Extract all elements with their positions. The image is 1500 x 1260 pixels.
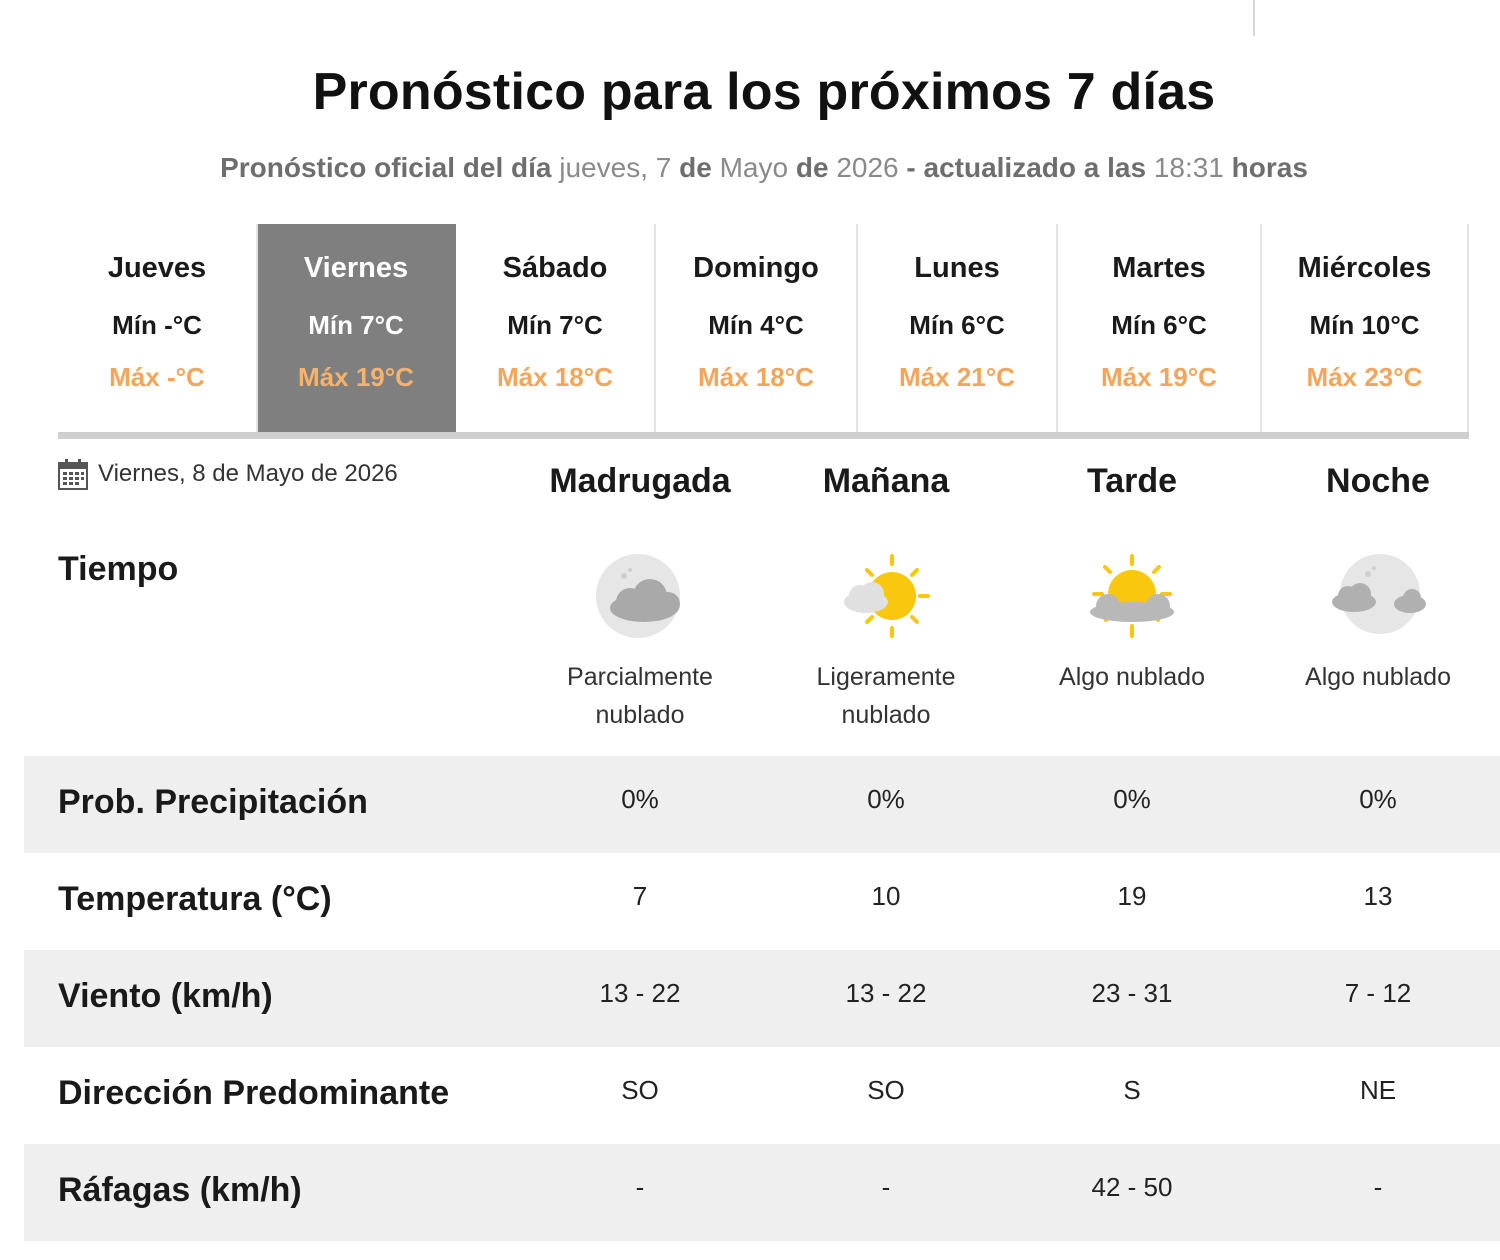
row-label: Temperatura (°C) — [58, 880, 332, 918]
row-value: S — [1123, 1075, 1141, 1105]
row-label: Ráfagas (km/h) — [58, 1171, 302, 1209]
day-min-temp: Mín 6°C — [909, 310, 1005, 340]
day-min-temp: Mín 7°C — [507, 310, 603, 340]
day-tab-viernes[interactable] — [258, 224, 456, 432]
row-value: - — [1373, 1172, 1383, 1202]
day-min-temp: Mín 4°C — [708, 310, 804, 340]
row-value: 0% — [1359, 784, 1397, 814]
selected-date — [58, 458, 398, 490]
sun-cloud-icon — [1082, 552, 1182, 644]
day-tab-sabado[interactable] — [456, 224, 656, 432]
period-noche: Noche — [1326, 462, 1430, 500]
row-value: 19 — [1117, 881, 1147, 911]
top-divider — [1253, 0, 1255, 36]
weather-noche — [1258, 552, 1498, 696]
day-name: Miércoles — [1297, 252, 1432, 284]
calendar-icon — [58, 458, 88, 490]
row-value: - — [635, 1172, 645, 1202]
day-name: Martes — [1112, 252, 1206, 284]
page-subtitle: Pronóstico oficial del día jueves, 7 de Mayo de 2026 - actualizado a las 18:31 horas — [220, 152, 1308, 183]
day-tab-miercoles[interactable] — [1262, 224, 1469, 432]
row-gusts — [24, 1144, 1500, 1241]
day-name: Viernes — [303, 252, 409, 284]
day-tab-domingo[interactable] — [656, 224, 858, 432]
row-value: 7 — [632, 881, 648, 911]
day-max-temp: Máx 21°C — [899, 362, 1015, 392]
day-name: Sábado — [502, 252, 608, 284]
row-wind-direction — [24, 1047, 1500, 1144]
day-name: Jueves — [107, 252, 207, 284]
row-value: 42 - 50 — [1091, 1172, 1173, 1202]
weather-description: Ligeramente nublado — [816, 663, 956, 729]
weather-description: Algo nublado — [1059, 663, 1205, 691]
period-manana: Mañana — [822, 462, 950, 500]
weather-manana — [766, 552, 1006, 734]
weather-description: Algo nublado — [1305, 663, 1451, 691]
day-tabs-underline — [58, 432, 1469, 439]
row-label: Prob. Precipitación — [58, 783, 368, 821]
weather-label: Tiempo — [58, 550, 179, 588]
day-min-temp: Mín -°C — [112, 310, 202, 340]
page-title: Pronóstico para los próximos 7 días — [312, 63, 1216, 121]
row-value: 10 — [871, 881, 901, 911]
row-precipitation — [24, 756, 1500, 853]
row-value: 7 - 12 — [1344, 978, 1412, 1008]
row-value: - — [881, 1172, 891, 1202]
period-tarde: Tarde — [1086, 462, 1178, 500]
day-name: Domingo — [693, 252, 819, 284]
selected-date-text: Viernes, 8 de Mayo de 2026 — [98, 460, 398, 487]
weather-madrugada — [520, 552, 760, 734]
day-max-temp: Máx 23°C — [1306, 362, 1423, 392]
weather-tarde — [1012, 552, 1252, 696]
day-min-temp: Mín 7°C — [308, 310, 404, 340]
moon-clouds-icon — [1328, 552, 1428, 644]
sun-small-cloud-icon — [836, 552, 936, 644]
day-tab-martes[interactable] — [1058, 224, 1262, 432]
day-max-temp: Máx 18°C — [698, 362, 814, 392]
day-min-temp: Mín 6°C — [1111, 310, 1207, 340]
row-value: SO — [867, 1075, 905, 1105]
row-value: NE — [1359, 1075, 1397, 1105]
day-tabs — [58, 224, 1469, 432]
day-max-temp: Máx -°C — [109, 362, 205, 392]
row-value: 13 — [1363, 881, 1393, 911]
row-label: Viento (km/h) — [58, 977, 273, 1015]
row-value: 23 - 31 — [1091, 978, 1173, 1008]
day-max-temp: Máx 19°C — [298, 362, 414, 392]
moon-cloud-icon — [590, 552, 690, 644]
day-tab-jueves[interactable] — [58, 224, 258, 432]
row-temperature — [24, 853, 1500, 950]
period-madrugada: Madrugada — [549, 462, 731, 500]
day-min-temp: Mín 10°C — [1309, 310, 1420, 340]
day-name: Lunes — [914, 252, 1000, 284]
row-label: Dirección Predominante — [58, 1074, 450, 1112]
day-tab-lunes[interactable] — [858, 224, 1058, 432]
row-wind — [24, 950, 1500, 1047]
row-value: 0% — [867, 784, 905, 814]
row-value: 13 - 22 — [599, 978, 681, 1008]
day-max-temp: Máx 19°C — [1101, 362, 1217, 392]
row-value: SO — [621, 1075, 659, 1105]
day-max-temp: Máx 18°C — [497, 362, 613, 392]
weather-description: Parcialmente nublado — [567, 663, 713, 729]
row-value: 0% — [621, 784, 659, 814]
row-value: 13 - 22 — [845, 978, 927, 1008]
row-value: 0% — [1113, 784, 1151, 814]
